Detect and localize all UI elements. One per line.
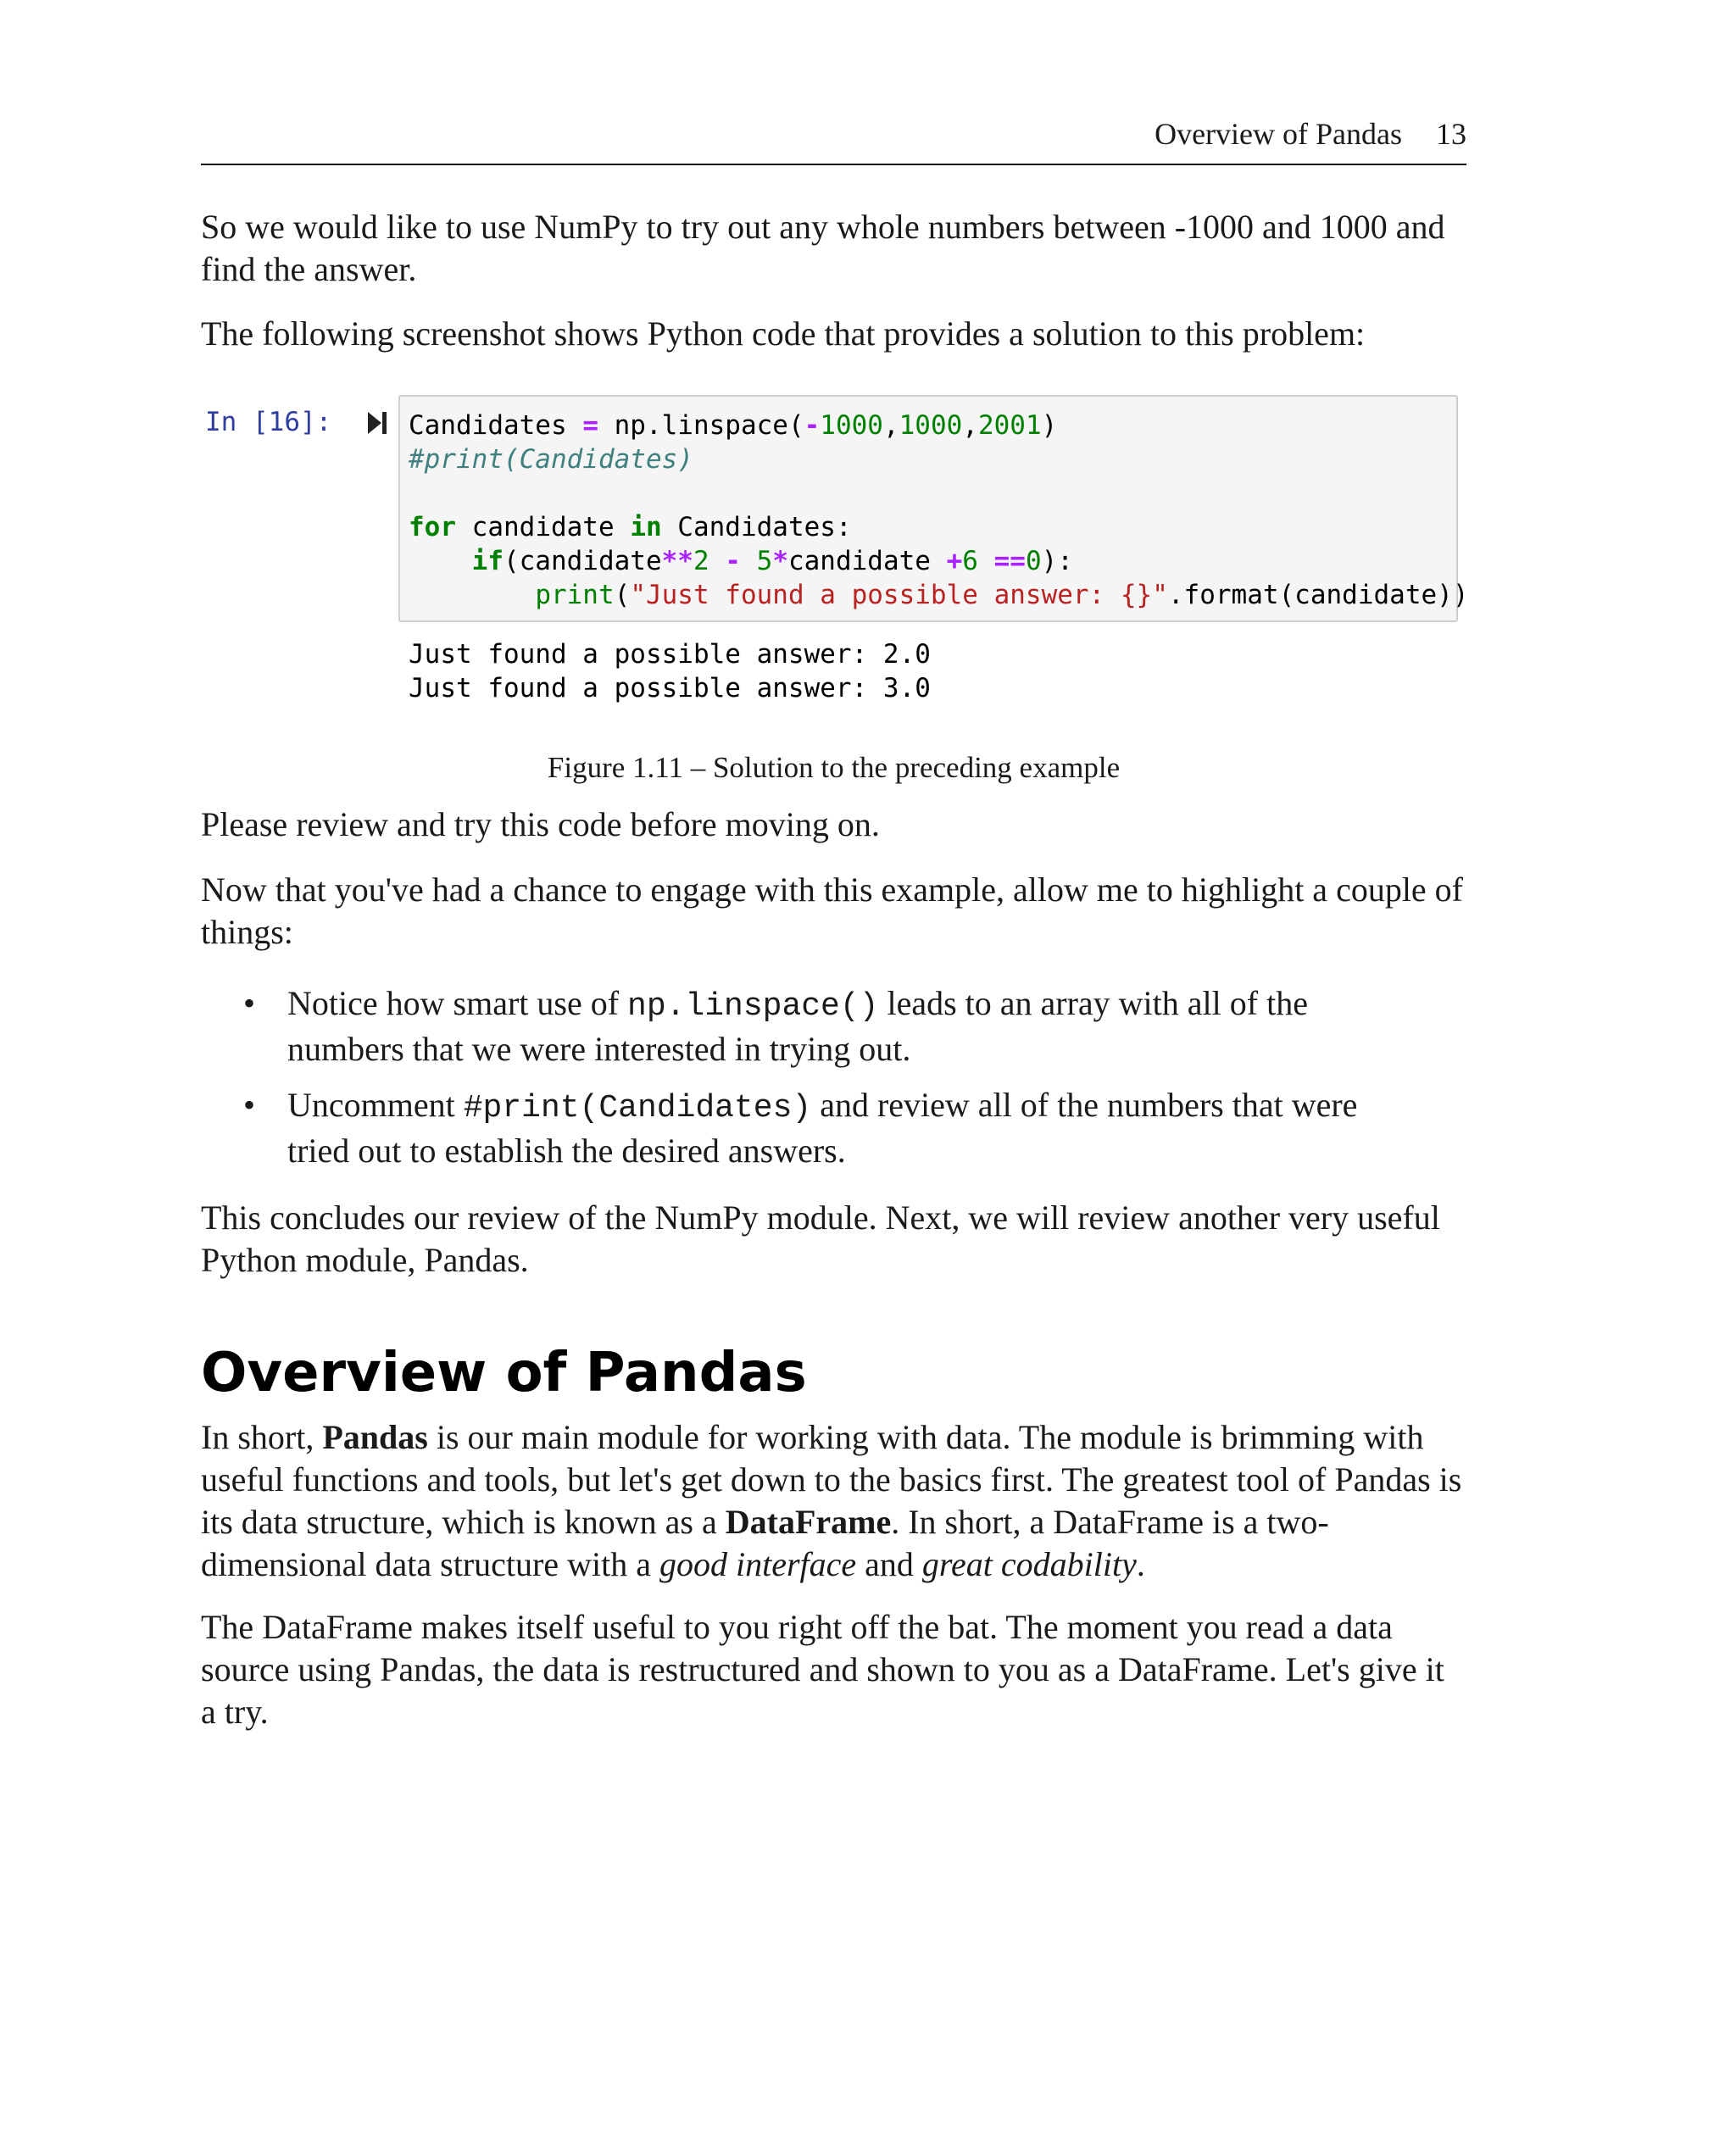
output-line: Just found a possible answer: 3.0 [409,673,931,703]
inline-code: np.linspace() [627,988,879,1025]
paragraph: The following screenshot shows Python code that provides a solution to this problem: [201,314,1366,353]
cell-output [409,637,931,705]
output-line: Just found a possible answer: 2.0 [409,639,931,670]
list-item-text: Uncomment #print(Candidates) and review all of the numbers that were tried out to establish the desired answers. [287,1086,1358,1170]
paragraph: So we would like to use NumPy to try out any whole numbers between -1000 and 1000 and find the answer. [201,208,1445,288]
header-section-title: Overview of Pandas [1155,117,1402,151]
bullet-icon: • [243,984,256,1022]
paragraph: The DataFrame makes itself useful to you right off the bat. The moment you read a data source using Pandas, the data is restructured and shown to you as a DataFrame. Let's give it a try. [201,1608,1444,1731]
run-cell-icon[interactable] [366,410,388,436]
paragraph: Please review and try this code before moving on. [201,805,880,843]
code-editor[interactable] [409,409,1468,612]
bullet-icon: • [243,1086,256,1124]
section-heading: Overview of Pandas [201,1342,807,1404]
code-line: #print(Candidates) [409,444,693,475]
running-header [201,115,1466,153]
code-line: if(candidate**2 - 5*candidate +6 ==0): [471,546,1073,576]
page-number: 13 [1436,117,1466,151]
code-line: Candidates = np.linspace(-1000,1000,2001) [409,410,1058,441]
list-item-text: Notice how smart use of np.linspace() leads to an array with all of the numbers that we were interested in trying out. [287,984,1308,1068]
inline-code: #print(Candidates) [463,1090,812,1126]
figure-caption: Figure 1.11 – Solution to the preceding example [547,751,1121,784]
paragraph: This concludes our review of the NumPy module. Next, we will review another very useful Python module, Pandas. [201,1198,1440,1279]
cell-prompt: In [16]: [205,407,332,437]
paragraph: In short, Pandas is our main module for working with data. The module is brimming with useful functions and tools, but let's get down to the basics first. The greatest tool of Pandas is its data structure, which is known as a DataFrame. In short, a DataFrame is a two-dimensional data structure with a good interface and great codability. [201,1418,1462,1583]
paragraph: Now that you've had a chance to engage with this example, allow me to highlight a couple of things: [201,870,1464,951]
code-line: for candidate in Candidates: [409,512,852,542]
code-line: print("Just found a possible answer: {}".format(candidate)) [535,580,1469,610]
header-rule [201,164,1466,165]
